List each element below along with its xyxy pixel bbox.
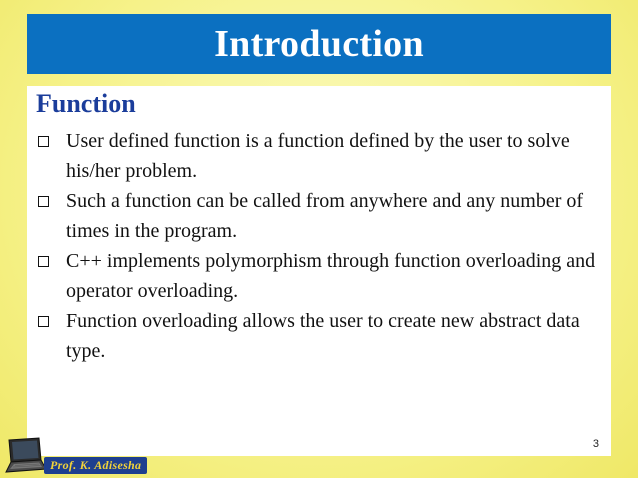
square-bullet-icon: [38, 196, 49, 207]
bullet-item: [27, 187, 611, 246]
author-name: Prof. K. Adisesha: [50, 458, 142, 472]
bullet-text: User defined function is a function defined by the user to solve his/her problem.: [66, 130, 570, 182]
bullet-list: [27, 127, 611, 367]
section-heading: Function: [36, 89, 136, 118]
bullet-item: [27, 247, 611, 306]
author-badge: [44, 457, 147, 474]
title-bar: [27, 14, 611, 74]
bullet-text: Function overloading allows the user to create new abstract data type.: [66, 310, 580, 362]
slide-title: Introduction: [214, 23, 424, 65]
laptop-icon: [1, 436, 47, 476]
content-panel: [27, 86, 611, 456]
bullet-text: Such a function can be called from anywhere and any number of times in the program.: [66, 190, 584, 242]
square-bullet-icon: [38, 256, 49, 267]
bullet-item: [27, 307, 611, 366]
square-bullet-icon: [38, 136, 49, 147]
square-bullet-icon: [38, 316, 49, 327]
bullet-text: C++ implements polymorphism through function overloading and operator overloading.: [66, 250, 596, 302]
page-number: 3: [592, 438, 599, 450]
bullet-item: [27, 127, 611, 186]
